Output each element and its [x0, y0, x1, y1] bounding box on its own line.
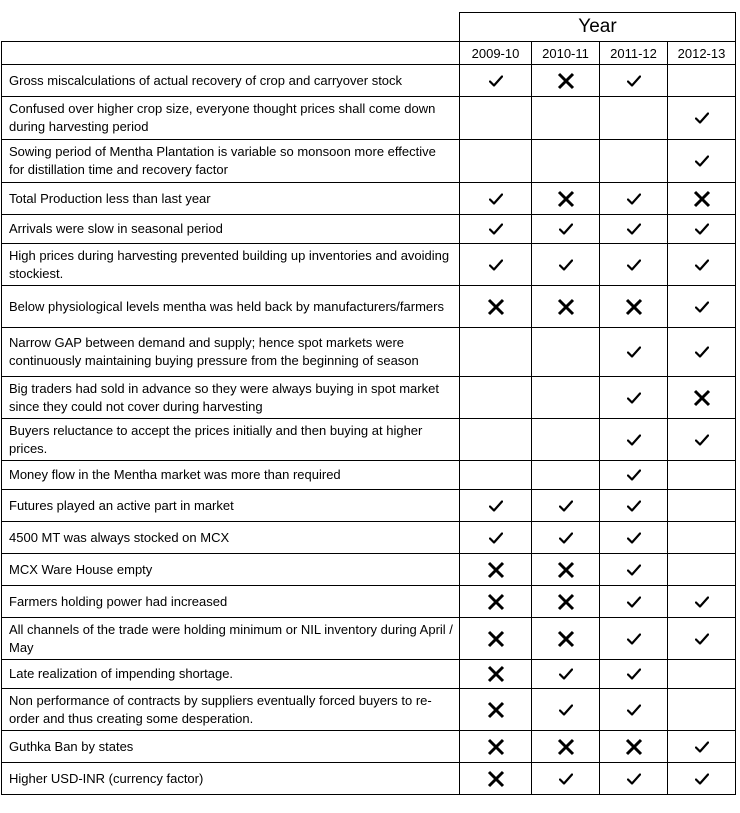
mark-cell-2012-13 — [668, 554, 736, 586]
cross-icon — [557, 738, 575, 756]
mark-cell-2011-12 — [600, 140, 668, 183]
cross-icon — [487, 770, 505, 788]
check-icon — [627, 668, 641, 680]
check-icon — [627, 259, 641, 271]
factor-cell: Big traders had sold in advance so they were always buying in spot market since they could not cover during harvesting — [2, 377, 460, 419]
factor-cell: Guthka Ban by states — [2, 731, 460, 763]
check-icon — [695, 346, 709, 358]
year-group-header-row — [2, 13, 736, 42]
table-row — [2, 215, 736, 244]
mark-cell-2010-11 — [532, 244, 600, 286]
table-row — [2, 461, 736, 490]
mark-cell-2011-12 — [600, 618, 668, 660]
check-icon — [695, 301, 709, 313]
table-row — [2, 244, 736, 286]
mark-cell-2011-12 — [600, 763, 668, 795]
mark-cell-2010-11 — [532, 461, 600, 490]
cross-icon — [487, 561, 505, 579]
table-row — [2, 554, 736, 586]
cross-icon — [487, 665, 505, 683]
mark-cell-2009-10 — [460, 419, 532, 461]
cross-icon — [487, 738, 505, 756]
mark-cell-2009-10 — [460, 586, 532, 618]
mark-cell-2009-10 — [460, 490, 532, 522]
mark-cell-2010-11 — [532, 660, 600, 689]
check-icon — [627, 434, 641, 446]
table-body — [2, 65, 736, 795]
check-icon — [627, 704, 641, 716]
mark-cell-2012-13 — [668, 377, 736, 419]
mark-cell-2009-10 — [460, 763, 532, 795]
mark-cell-2011-12 — [600, 522, 668, 554]
mark-cell-2011-12 — [600, 490, 668, 522]
mark-cell-2012-13 — [668, 763, 736, 795]
check-icon — [627, 223, 641, 235]
factor-cell: High prices during harvesting prevented building up inventories and avoiding stockiest. — [2, 244, 460, 286]
cross-icon — [487, 593, 505, 611]
mark-cell-2009-10 — [460, 215, 532, 244]
factor-cell: MCX Ware House empty — [2, 554, 460, 586]
table-row — [2, 328, 736, 377]
year-columns-header-row — [2, 42, 736, 65]
cross-icon — [557, 190, 575, 208]
mark-cell-2010-11 — [532, 328, 600, 377]
table-row — [2, 183, 736, 215]
cross-icon — [557, 298, 575, 316]
mark-cell-2010-11 — [532, 689, 600, 731]
mark-cell-2010-11 — [532, 554, 600, 586]
check-icon — [489, 532, 503, 544]
check-icon — [559, 532, 573, 544]
factor-cell: Below physiological levels mentha was held back by manufacturers/farmers — [2, 286, 460, 328]
mark-cell-2012-13 — [668, 660, 736, 689]
check-icon — [695, 259, 709, 271]
check-icon — [559, 259, 573, 271]
mark-cell-2012-13 — [668, 586, 736, 618]
mark-cell-2009-10 — [460, 97, 532, 140]
mark-cell-2009-10 — [460, 731, 532, 763]
table-row — [2, 65, 736, 97]
factor-cell: Arrivals were slow in seasonal period — [2, 215, 460, 244]
mark-cell-2012-13 — [668, 140, 736, 183]
factor-cell: All channels of the trade were holding minimum or NIL inventory during April / May — [2, 618, 460, 660]
mark-cell-2010-11 — [532, 763, 600, 795]
mark-cell-2010-11 — [532, 215, 600, 244]
mark-cell-2011-12 — [600, 97, 668, 140]
mark-cell-2009-10 — [460, 554, 532, 586]
check-icon — [627, 596, 641, 608]
table-row — [2, 377, 736, 419]
factor-cell: Futures played an active part in market — [2, 490, 460, 522]
mark-cell-2011-12 — [600, 215, 668, 244]
factor-cell: Higher USD-INR (currency factor) — [2, 763, 460, 795]
factor-cell: 4500 MT was always stocked on MCX — [2, 522, 460, 554]
mark-cell-2011-12 — [600, 65, 668, 97]
mark-cell-2010-11 — [532, 65, 600, 97]
mark-cell-2009-10 — [460, 328, 532, 377]
mark-cell-2012-13 — [668, 286, 736, 328]
mark-cell-2011-12 — [600, 461, 668, 490]
check-icon — [489, 193, 503, 205]
mark-cell-2010-11 — [532, 419, 600, 461]
mark-cell-2012-13 — [668, 215, 736, 244]
mark-cell-2009-10 — [460, 618, 532, 660]
mark-cell-2010-11 — [532, 490, 600, 522]
year-header-2012-13: 2012-13 — [668, 42, 736, 65]
cross-icon — [557, 630, 575, 648]
cross-icon — [693, 389, 711, 407]
check-icon — [559, 500, 573, 512]
check-icon — [627, 564, 641, 576]
check-icon — [695, 741, 709, 753]
cross-icon — [557, 72, 575, 90]
check-icon — [489, 259, 503, 271]
mark-cell-2012-13 — [668, 618, 736, 660]
mark-cell-2012-13 — [668, 522, 736, 554]
mark-cell-2010-11 — [532, 140, 600, 183]
table-row — [2, 763, 736, 795]
cross-icon — [625, 738, 643, 756]
mark-cell-2011-12 — [600, 183, 668, 215]
table-row — [2, 618, 736, 660]
cross-icon — [625, 298, 643, 316]
mark-cell-2012-13 — [668, 461, 736, 490]
mark-cell-2009-10 — [460, 65, 532, 97]
check-icon — [627, 469, 641, 481]
check-icon — [627, 193, 641, 205]
mark-cell-2009-10 — [460, 286, 532, 328]
factor-cell: Late realization of impending shortage. — [2, 660, 460, 689]
mark-cell-2012-13 — [668, 65, 736, 97]
check-icon — [559, 704, 573, 716]
mark-cell-2010-11 — [532, 183, 600, 215]
mark-cell-2009-10 — [460, 377, 532, 419]
mark-cell-2012-13 — [668, 490, 736, 522]
mark-cell-2009-10 — [460, 660, 532, 689]
mark-cell-2011-12 — [600, 689, 668, 731]
check-icon — [559, 223, 573, 235]
table-row — [2, 689, 736, 731]
table-row — [2, 731, 736, 763]
mark-cell-2009-10 — [460, 689, 532, 731]
check-icon — [627, 75, 641, 87]
table-row — [2, 140, 736, 183]
mark-cell-2010-11 — [532, 731, 600, 763]
check-icon — [627, 633, 641, 645]
mark-cell-2012-13 — [668, 244, 736, 286]
check-icon — [627, 392, 641, 404]
mark-cell-2011-12 — [600, 419, 668, 461]
mark-cell-2009-10 — [460, 244, 532, 286]
mark-cell-2011-12 — [600, 244, 668, 286]
mark-cell-2012-13 — [668, 419, 736, 461]
mark-cell-2010-11 — [532, 377, 600, 419]
table-row — [2, 286, 736, 328]
mark-cell-2012-13 — [668, 183, 736, 215]
factor-cell: Buyers reluctance to accept the prices initially and then buying at higher prices. — [2, 419, 460, 461]
mark-cell-2009-10 — [460, 140, 532, 183]
mark-cell-2011-12 — [600, 377, 668, 419]
factor-cell: Confused over higher crop size, everyone thought prices shall come down during harvesting period — [2, 97, 460, 140]
mark-cell-2012-13 — [668, 328, 736, 377]
check-icon — [695, 223, 709, 235]
mark-cell-2012-13 — [668, 97, 736, 140]
mark-cell-2010-11 — [532, 97, 600, 140]
mark-cell-2010-11 — [532, 586, 600, 618]
check-icon — [695, 155, 709, 167]
factor-column-header — [2, 42, 460, 65]
check-icon — [695, 596, 709, 608]
mark-cell-2011-12 — [600, 660, 668, 689]
factor-cell: Gross miscalculations of actual recovery of crop and carryover stock — [2, 65, 460, 97]
mark-cell-2011-12 — [600, 328, 668, 377]
mark-cell-2009-10 — [460, 461, 532, 490]
factors-by-year-table — [1, 12, 736, 795]
check-icon — [695, 773, 709, 785]
year-header-2011-12: 2011-12 — [600, 42, 668, 65]
table-row — [2, 419, 736, 461]
factor-cell: Total Production less than last year — [2, 183, 460, 215]
mark-cell-2010-11 — [532, 618, 600, 660]
year-header-2010-11: 2010-11 — [532, 42, 600, 65]
mark-cell-2009-10 — [460, 522, 532, 554]
mark-cell-2010-11 — [532, 286, 600, 328]
factor-cell: Non performance of contracts by suppliers eventually forced buyers to re-order and thus creating some desperation. — [2, 689, 460, 731]
check-icon — [627, 532, 641, 544]
cross-icon — [557, 561, 575, 579]
mark-cell-2012-13 — [668, 689, 736, 731]
year-header-2009-10: 2009-10 — [460, 42, 532, 65]
cross-icon — [487, 701, 505, 719]
table-row — [2, 660, 736, 689]
factor-cell: Farmers holding power had increased — [2, 586, 460, 618]
check-icon — [695, 112, 709, 124]
check-icon — [559, 773, 573, 785]
check-icon — [489, 75, 503, 87]
check-icon — [627, 346, 641, 358]
check-icon — [627, 500, 641, 512]
factor-cell: Sowing period of Mentha Plantation is variable so monsoon more effective for distillation time and recovery factor — [2, 140, 460, 183]
mark-cell-2011-12 — [600, 554, 668, 586]
mark-cell-2011-12 — [600, 731, 668, 763]
mark-cell-2011-12 — [600, 586, 668, 618]
table-row — [2, 97, 736, 140]
check-icon — [695, 434, 709, 446]
factor-cell: Narrow GAP between demand and supply; hence spot markets were continuously maintaining buying pressure from the beginning of season — [2, 328, 460, 377]
check-icon — [627, 773, 641, 785]
mark-cell-2010-11 — [532, 522, 600, 554]
check-icon — [489, 223, 503, 235]
check-icon — [559, 668, 573, 680]
check-icon — [489, 500, 503, 512]
mark-cell-2012-13 — [668, 731, 736, 763]
mark-cell-2009-10 — [460, 183, 532, 215]
cross-icon — [487, 298, 505, 316]
mark-cell-2011-12 — [600, 286, 668, 328]
header-blank-cell — [2, 13, 460, 42]
year-group-header: Year — [460, 13, 736, 42]
cross-icon — [557, 593, 575, 611]
check-icon — [695, 633, 709, 645]
cross-icon — [487, 630, 505, 648]
cross-icon — [693, 190, 711, 208]
factor-cell: Money flow in the Mentha market was more than required — [2, 461, 460, 490]
table-row — [2, 586, 736, 618]
table-row — [2, 490, 736, 522]
table-row — [2, 522, 736, 554]
